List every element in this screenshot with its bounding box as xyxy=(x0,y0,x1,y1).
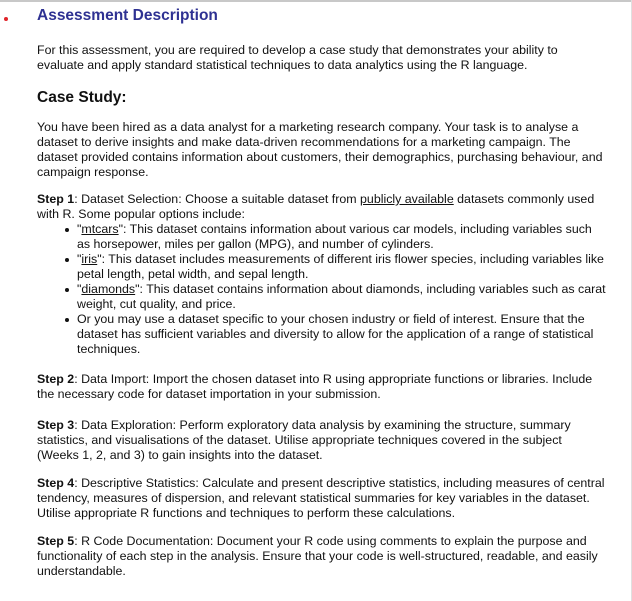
step-label: Step 2 xyxy=(37,372,75,386)
step-3-paragraph xyxy=(37,418,607,463)
page-title: Assessment Description xyxy=(37,7,218,24)
red-bullet-marker xyxy=(4,17,8,21)
step-2-paragraph xyxy=(37,372,607,402)
step-5-paragraph xyxy=(37,534,607,579)
step-text: datasets commonly used with R. Some popular options include: xyxy=(37,192,595,221)
document-content xyxy=(37,6,607,579)
step-text: : Dataset Selection: Choose a suitable dataset from xyxy=(74,192,361,206)
step-4-paragraph xyxy=(37,476,607,521)
list-item: "mtcars": This dataset contains information about various car models, including variables such as horsepower, miles per gallon (MPG), and number of cylinders. xyxy=(77,222,607,252)
dataset-options-list xyxy=(37,222,607,357)
step-1-paragraph xyxy=(37,192,607,222)
mtcars-link[interactable]: mtcars xyxy=(81,222,119,236)
list-item: Or you may use a dataset specific to your chosen industry or field of interest. Ensure that the dataset has sufficient variables and diversity to allow for the application of a range of statistical techniques. xyxy=(77,312,607,357)
step-label: Step 1 xyxy=(37,192,75,206)
step-text: : Data Exploration: Perform exploratory data analysis by examining the structure, summary statistics, and visualisations of the dataset. Utilise appropriate techniques covered in the subject (Weeks 1, 2, and 3) to gain insights into the dataset. xyxy=(37,418,571,462)
step-text: : Data Import: Import the chosen dataset into R using appropriate functions or libraries. Include the necessary code for dataset importation in your submission. xyxy=(37,372,593,401)
list-item: "iris": This dataset includes measurements of different iris flower species, including variables like petal length, petal width, and sepal length. xyxy=(77,252,607,282)
step-label: Step 3 xyxy=(37,418,75,432)
intro-paragraph: For this assessment, you are required to develop a case study that demonstrates your ability to evaluate and apply standard statistical techniques to data analytics using the R language. xyxy=(37,43,558,72)
case-study-paragraph: You have been hired as a data analyst for a marketing research company. Your task is to analyse a dataset to derive insights and make data-driven recommendations for a marketing campaign. The dataset provided contains information about customers, their demographics, purchasing behaviour, and campaign response. xyxy=(37,120,603,179)
iris-link[interactable]: iris xyxy=(81,252,98,266)
step-label: Step 4 xyxy=(37,476,75,490)
diamonds-link[interactable]: diamonds xyxy=(81,282,136,296)
step-text: : R Code Documentation: Document your R code using comments to explain the purpose and functionality of each step in the analysis. Ensure that your code is well-structured, readable, and easily understandable. xyxy=(37,534,598,578)
case-study-heading: Case Study: xyxy=(37,89,127,106)
step-text: : Descriptive Statistics: Calculate and present descriptive statistics, including measures of central tendency, measures of dispersion, and relevant statistical summaries for key variables in the dataset. Utilise appropriate R functions and techniques to perform these calculations. xyxy=(37,476,605,520)
step-label: Step 5 xyxy=(37,534,75,548)
top-border xyxy=(0,0,632,2)
list-item: "diamonds": This dataset contains information about diamonds, including variables such as carat weight, cut quality, and price. xyxy=(77,282,606,311)
publicly-available-link[interactable]: publicly available xyxy=(360,192,454,206)
